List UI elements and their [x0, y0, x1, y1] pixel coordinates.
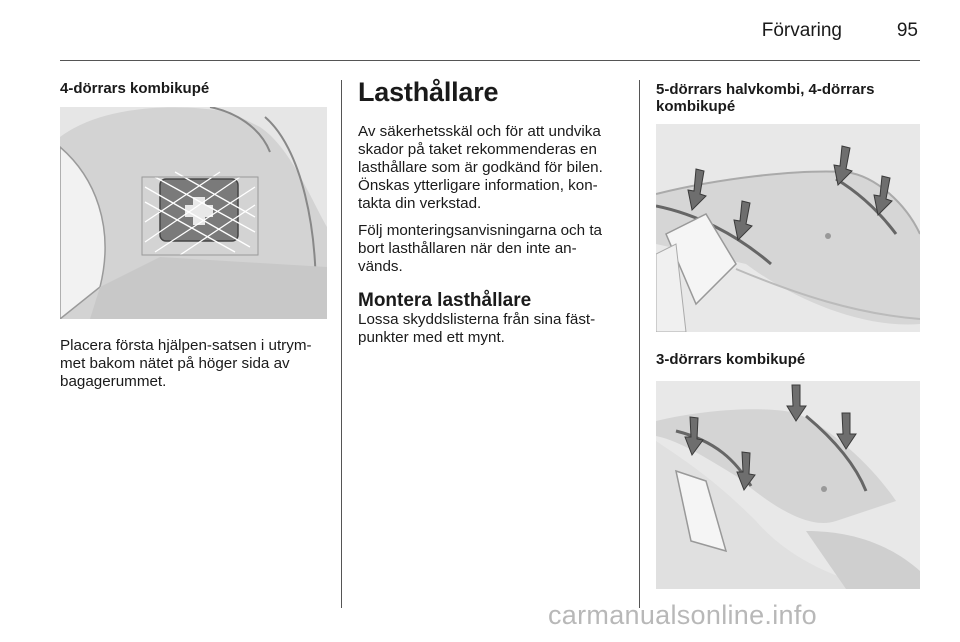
column-divider-left: [341, 80, 342, 608]
first-aid-instruction: Placera första hjälpen-satsen i utrym- met bakom nätet på höger sida av bagagerummet.: [60, 337, 312, 390]
section-heading-5-door: 5-dörrars halvkombi, 4-dörrars kombikupé: [656, 81, 875, 115]
section-heading-3-door: 3-dörrars kombikupé: [656, 351, 806, 368]
column-divider-right: [639, 80, 640, 608]
section-title-roof-rack: Lasthållare: [358, 77, 499, 107]
subheading-mount-roof-rack: Montera lasthållare: [358, 290, 532, 311]
watermark: carmanualsonline.info: [548, 600, 817, 630]
column-first-aid: [60, 80, 330, 97]
roof-rack-removal-text: Följ monteringsanvisningarna och ta bort lasthållaren när den inte an- vänds.: [358, 222, 602, 275]
roof-rack-safety-text: Av säkerhetsskäl och för att undvika skador på taket rekommenderas en lasthållare som är godkänd för bilen. Önskas ytterligare information, kon- takta din verkstad.: [358, 123, 603, 212]
roof-3-door-illustration: [656, 381, 920, 589]
roof-5-door-illustration: [656, 124, 920, 332]
page-title: Förvaring: [761, 20, 842, 41]
first-aid-kit-illustration: [60, 107, 327, 319]
section-heading-4-door: 4-dörrars kombikupé: [60, 80, 210, 97]
header-divider: [60, 60, 920, 61]
page-number: 95: [896, 20, 918, 41]
column-roof-rack: [358, 77, 628, 347]
mount-instruction-text: Lossa skyddslisterna från sina fäst- punkter med ett mynt.: [358, 311, 596, 346]
